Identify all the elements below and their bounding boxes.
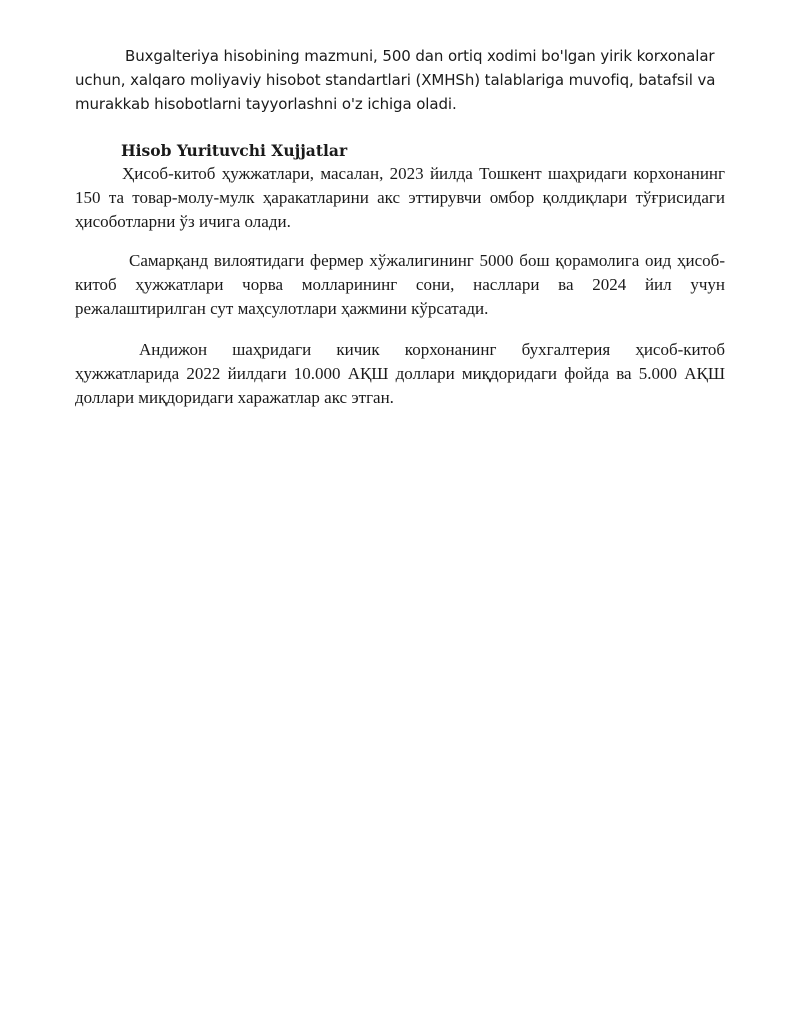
paragraph-tashkent: Ҳисоб-китоб ҳужжатлари, масалан, 2023 йилда Тошкент шаҳридаги корхонанинг 150 та товар-молу-мулк ҳаракатларини акс эттирувчи омбор қолдиқлари тўғрисидаги ҳисоботларни ўз ичига олади. xyxy=(75,164,725,231)
paragraph-samarkand: Самарқанд вилоятидаги фермер хўжалигининг 5000 бош қорамолига оид ҳисоб-китоб ҳужжатлари чорва молларининг сони, насллари ва 2024 йил учун режалаштирилган сут маҳсулотлари ҳажмини кўрсатади. xyxy=(75,251,725,318)
paragraph-andijan: Андижон шаҳридаги кичик корхонанинг бухгалтерия ҳисоб-китоб ҳужжатларида 2022 йилдаги 10.000 АҚШ доллари миқдоридаги фойда ва 5.000 АҚШ доллари миқдоридаги харажатлар акс этган. xyxy=(75,340,725,407)
intro-paragraph: Buxgalteriya hisobining mazmuni, 500 dan ortiq xodimi bo'lgan yirik korxonalar uchun, xalqaro moliyaviy hisobot standartlari (XMHSh) talablariga muvofiq, batafsil va murakkab hisobotlarni tayyorlashni o'z ichiga oladi. xyxy=(75,47,716,113)
section-heading: Hisob Yurituvchi Xujjatlar xyxy=(121,141,348,160)
